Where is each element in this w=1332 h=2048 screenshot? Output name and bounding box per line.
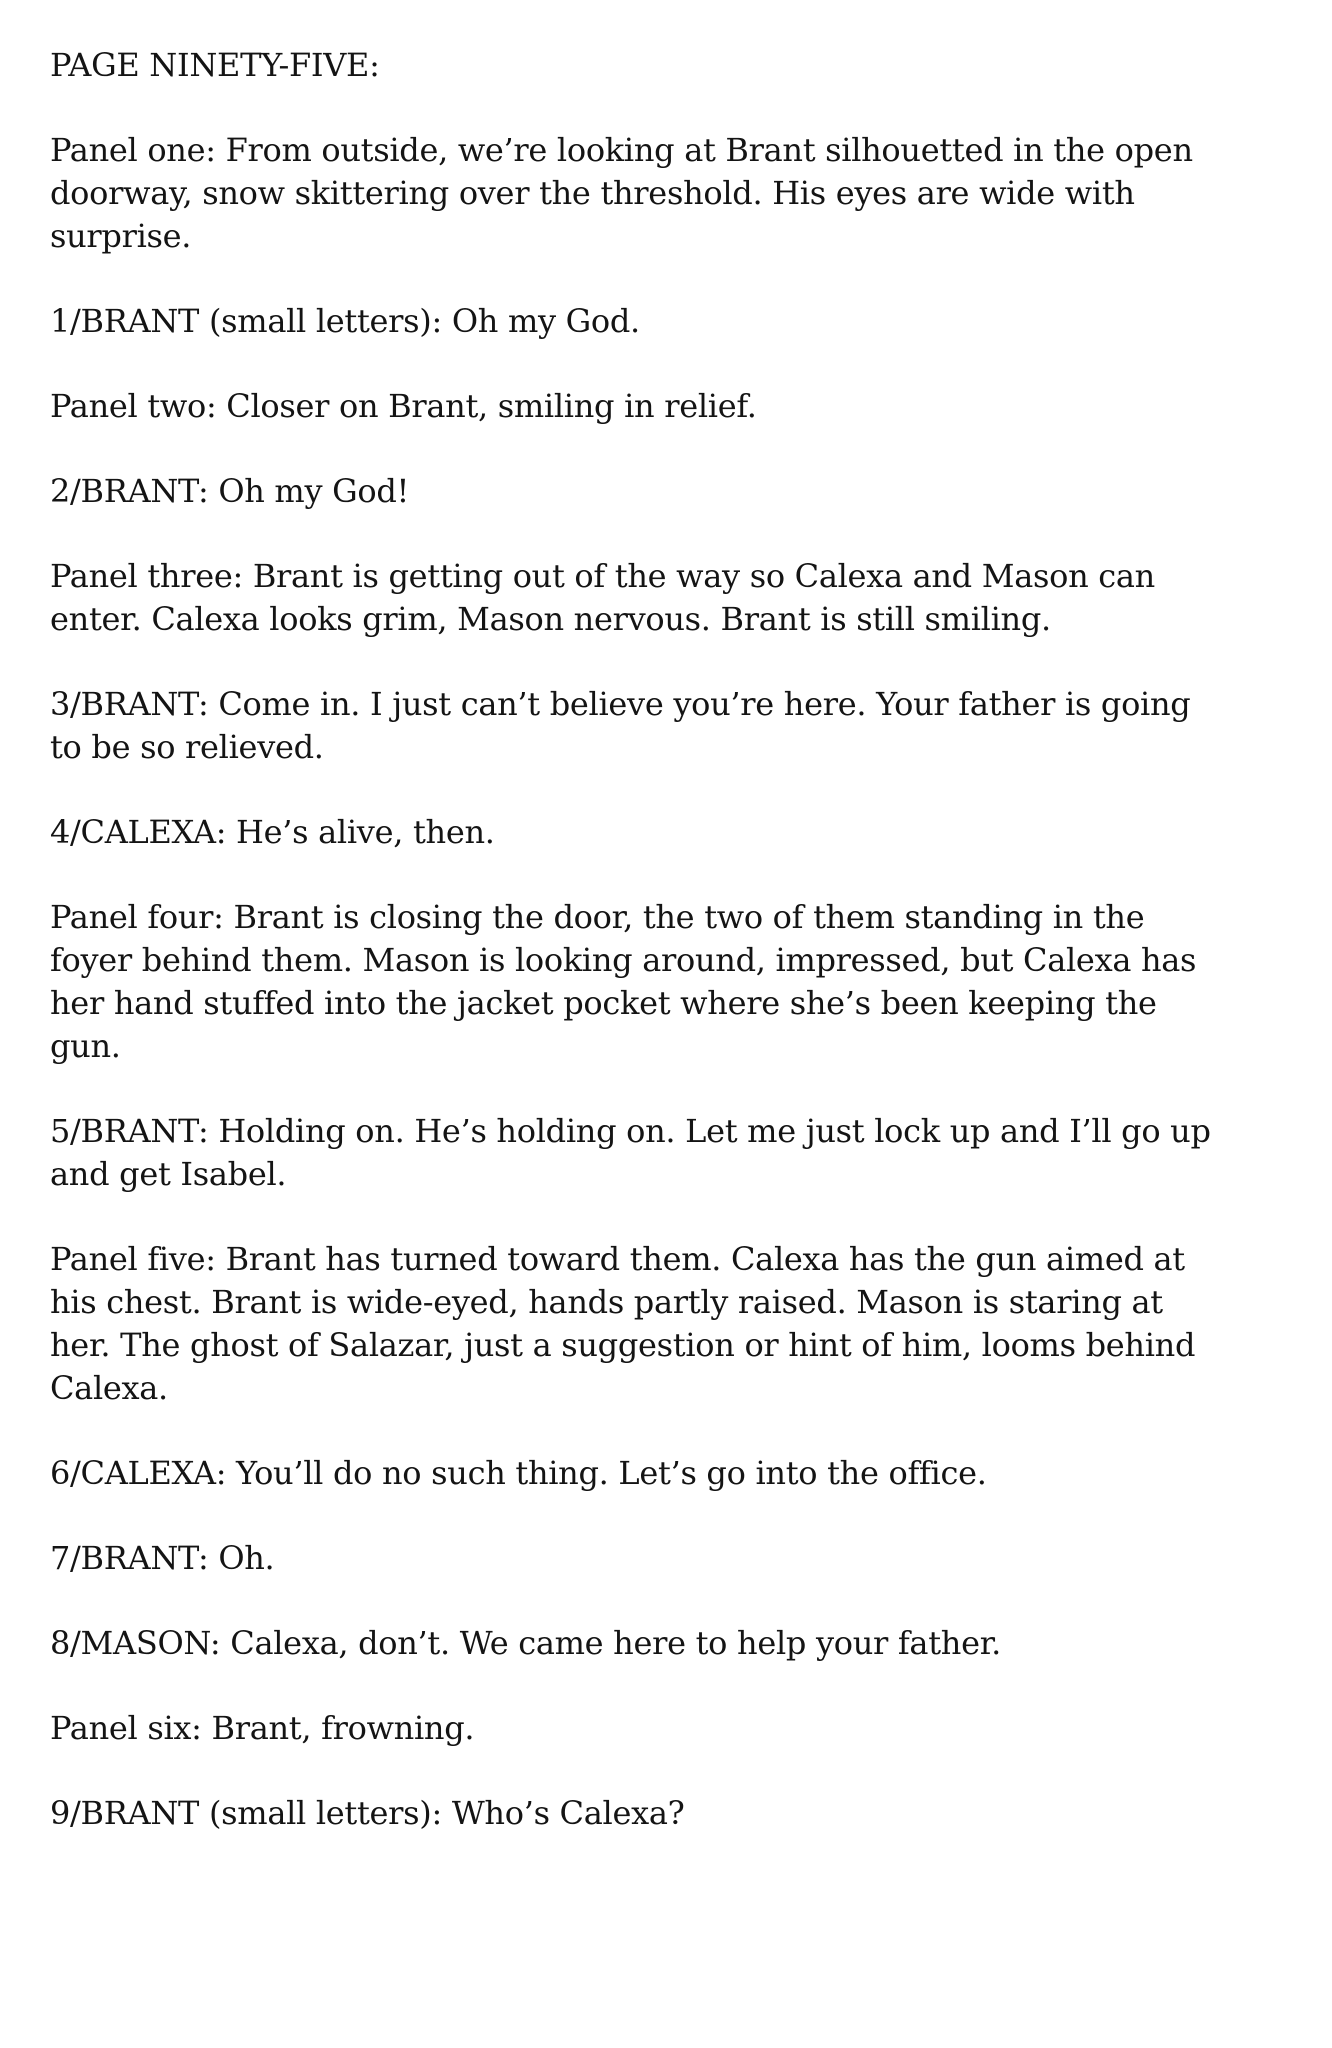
panel-four-description: Panel four: Brant is closing the door, the two of them standing in the foyer behind them. Mason is looking around, impressed, but Calexa has her hand stuffed into the jacket pocket where she’s been keeping the gun. <box>50 898 1197 1065</box>
page-heading: PAGE NINETY-FIVE: <box>50 46 380 84</box>
dialogue-6-calexa: 6/CALEXA: You’ll do no such thing. Let’s go into the office. <box>50 1454 987 1492</box>
panel-two-description: Panel two: Closer on Brant, smiling in relief. <box>50 387 757 425</box>
script-body <box>50 44 1230 1877</box>
dialogue-7-brant: 7/BRANT: Oh. <box>50 1539 275 1577</box>
dialogue-5-brant: 5/BRANT: Holding on. He’s holding on. Let me just lock up and I’ll go up and get Isabel. <box>50 1112 1211 1193</box>
dialogue-1-brant: 1/BRANT (small letters): Oh my God. <box>50 302 640 340</box>
dialogue-2-brant: 2/BRANT: Oh my God! <box>50 472 410 510</box>
panel-three-description: Panel three: Brant is getting out of the way so Calexa and Mason can enter. Calexa looks grim, Mason nervous. Brant is still smiling. <box>50 557 1155 638</box>
panel-one-description: Panel one: From outside, we’re looking at Brant silhouetted in the open doorway, snow skittering over the threshold. His eyes are wide with surprise. <box>50 131 1193 255</box>
panel-six-description: Panel six: Brant, frowning. <box>50 1709 475 1747</box>
dialogue-9-brant: 9/BRANT (small letters): Who’s Calexa? <box>50 1794 685 1832</box>
panel-five-description: Panel five: Brant has turned toward them. Calexa has the gun aimed at his chest. Brant is wide-eyed, hands partly raised. Mason is staring at her. The ghost of Salazar, just a suggestion or hint of him, looms behind Calexa. <box>50 1240 1196 1407</box>
dialogue-3-brant: 3/BRANT: Come in. I just can’t believe you’re here. Your father is going to be so relieved. <box>50 685 1191 766</box>
dialogue-8-mason: 8/MASON: Calexa, don’t. We came here to help your father. <box>50 1624 1002 1662</box>
dialogue-4-calexa: 4/CALEXA: He’s alive, then. <box>50 813 495 851</box>
